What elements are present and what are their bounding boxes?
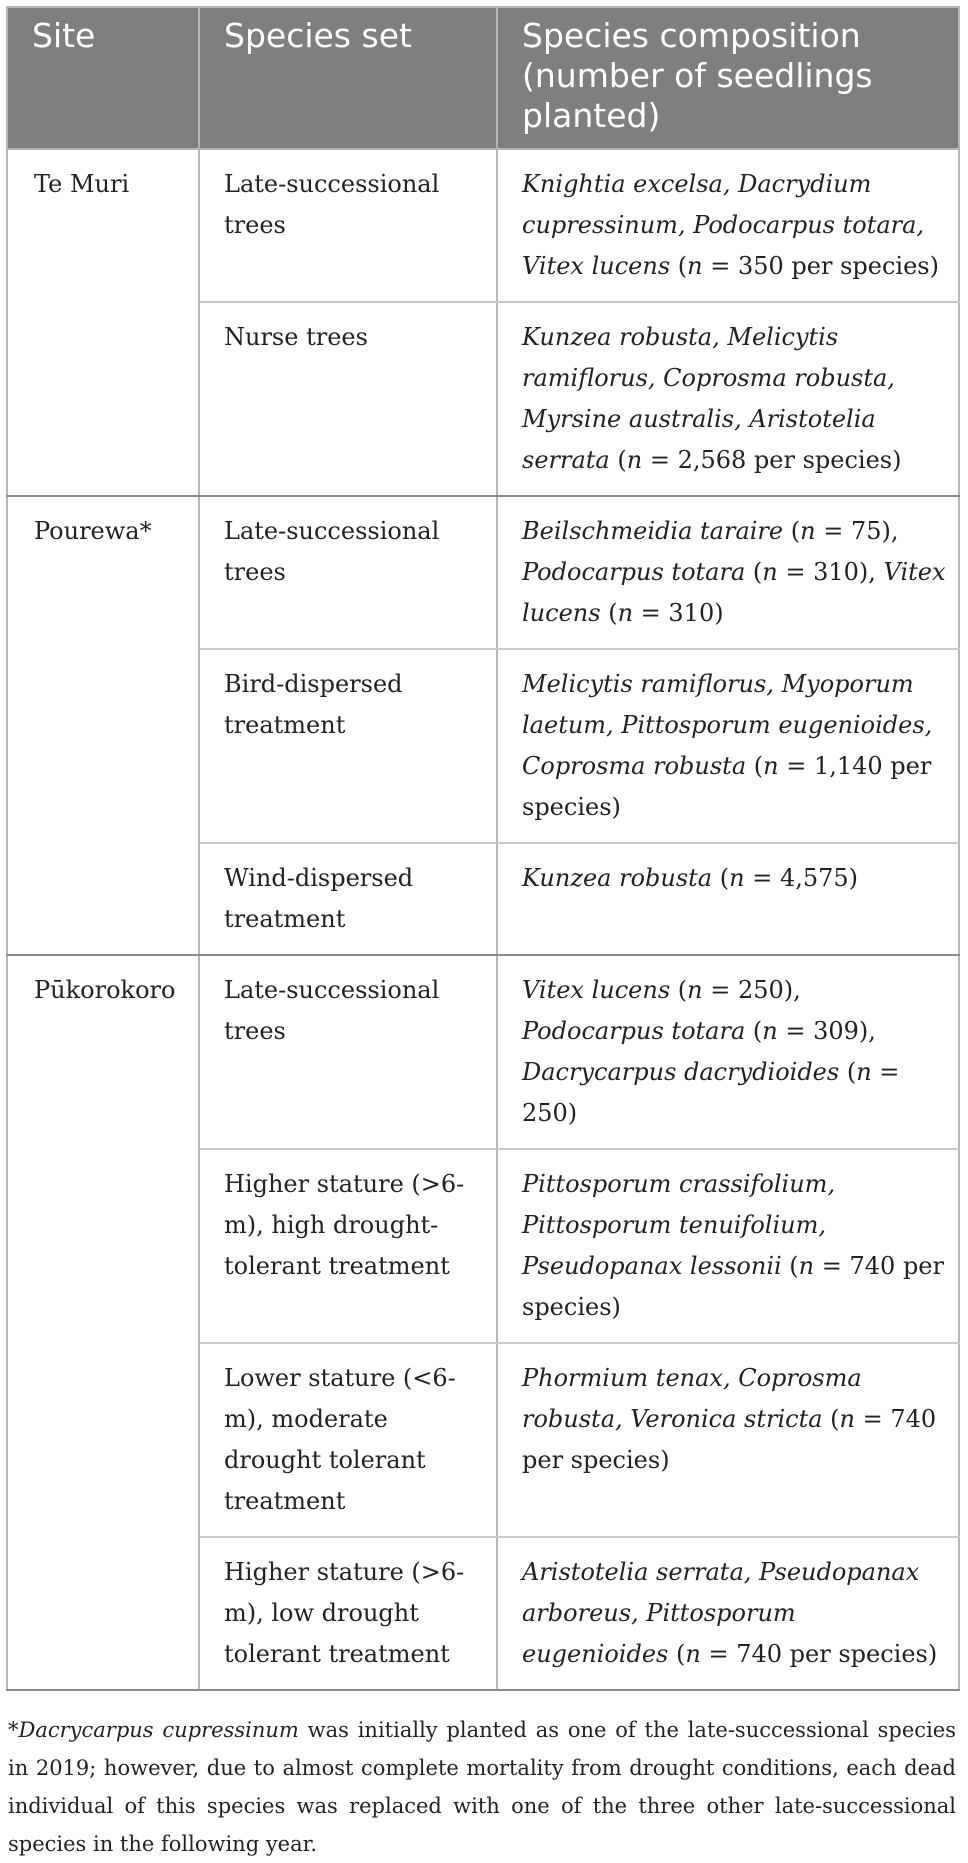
text-run: (: [783, 517, 801, 545]
text-run: (: [670, 976, 688, 1004]
text-run: = 310): [633, 599, 724, 627]
species-composition-cell: [497, 1537, 959, 1690]
italic-text: n: [800, 517, 816, 545]
site-cell: Pūkorokoro: [7, 955, 199, 1690]
species-set-cell: Wind-dispersed treatment: [199, 843, 497, 955]
text-run: (: [745, 558, 763, 586]
italic-text: n: [617, 599, 634, 627]
italic-text: Pittosporum crassifolium, Pittosporum tenuifolium, Pseudopanax lessonii: [522, 1170, 836, 1280]
text-run: = 350 per species): [702, 252, 939, 280]
species-composition-cell: [497, 1149, 959, 1343]
species-set-cell: Late-successional trees: [199, 149, 497, 302]
italic-text: n: [729, 864, 745, 892]
site-cell: Te Muri: [7, 149, 199, 496]
text-run: = 75),: [815, 517, 899, 545]
species-set-cell: Higher stature (>6-m), high drought-tolerant treatment: [199, 1149, 497, 1343]
species-composition-cell: [497, 302, 959, 496]
table-row: [7, 149, 959, 302]
text-run: = 4,575): [744, 864, 859, 892]
italic-text: Melicytis ramiflorus, Myoporum laetum, Pittosporum eugenioides, Coprosma robusta: [522, 670, 933, 780]
header-species-set: Species set: [199, 7, 497, 149]
text-run: (: [712, 864, 730, 892]
italic-text: Vitex lucens: [522, 976, 671, 1004]
italic-text: n: [763, 752, 779, 780]
italic-text: n: [839, 1405, 856, 1433]
italic-text: n: [856, 1058, 872, 1086]
italic-text: Aristotelia serrata, Pseudopanax arboreus, Pittosporum eugenioides: [522, 1558, 920, 1668]
text-run: = 250),: [702, 976, 801, 1004]
italic-text: Beilschmeidia taraire: [522, 517, 784, 545]
table-body: [7, 149, 959, 1690]
species-composition-cell: [497, 149, 959, 302]
text-run: (: [670, 252, 688, 280]
italic-text: Kunzea robusta, Melicytis ramiflorus, Coprosma robusta, Myrsine australis, Aristotelia serrata: [522, 323, 895, 474]
text-run: was initially planted as one of the late-successional species in 2019; however, due to almost complete mortality from drought conditions, each dead individual of this species was replaced with one of the three other late-successional species in the following year.: [8, 1718, 956, 1856]
table-row: [7, 496, 959, 649]
italic-text: Dacrycarpus dacrydioides: [522, 1058, 840, 1086]
site-cell: Pourewa*: [7, 496, 199, 955]
header-species-composition: Species composition (number of seedlings planted): [497, 7, 959, 149]
italic-text: Kunzea robusta: [522, 864, 713, 892]
text-run: = 309),: [777, 1017, 876, 1045]
text-run: (: [668, 1640, 686, 1668]
species-set-cell: Late-successional trees: [199, 955, 497, 1149]
species-table: [6, 6, 960, 1691]
species-set-cell: Bird-dispersed treatment: [199, 649, 497, 843]
text-run: (: [822, 1405, 840, 1433]
table-header-row: [7, 7, 959, 149]
document-page: [6, 6, 964, 1863]
text-run: (: [745, 1017, 763, 1045]
italic-text: n: [798, 1252, 815, 1280]
table-footnote: [8, 1711, 956, 1863]
species-set-cell: Higher stature (>6-m), low drought tolerant treatment: [199, 1537, 497, 1690]
text-run: = 310),: [777, 558, 884, 586]
text-run: = 1,140 per species): [522, 752, 932, 821]
italic-text: n: [685, 1640, 701, 1668]
text-run: = 2,568 per species): [642, 446, 902, 474]
species-set-cell: Lower stature (<6-m), moderate drought tolerant treatment: [199, 1343, 497, 1537]
text-run: = 250): [522, 1058, 900, 1127]
text-run: = 740 per species): [700, 1640, 938, 1668]
species-composition-cell: [497, 843, 959, 955]
italic-text: n: [687, 976, 703, 1004]
italic-text: Podocarpus totara: [522, 558, 746, 586]
italic-text: n: [626, 446, 643, 474]
species-composition-cell: [497, 1343, 959, 1537]
text-run: (: [609, 446, 627, 474]
italic-text: Knightia excelsa, Dacrydium cupressinum, Podocarpus totara, Vitex lucens: [522, 170, 925, 280]
text-run: (: [746, 752, 764, 780]
species-composition-cell: [497, 496, 959, 649]
italic-text: Podocarpus totara: [522, 1017, 746, 1045]
header-site: Site: [7, 7, 199, 149]
text-run: = 740 per species): [522, 1405, 937, 1474]
text-run: (: [600, 599, 618, 627]
italic-text: Dacrycarpus cupressinum: [18, 1718, 299, 1742]
text-run: = 740 per species): [522, 1252, 944, 1321]
text-run: *: [8, 1718, 19, 1742]
italic-text: Vitex lucens: [522, 558, 946, 627]
italic-text: n: [687, 252, 703, 280]
italic-text: Phormium tenax, Coprosma robusta, Veronica stricta: [522, 1364, 862, 1433]
species-set-cell: Late-successional trees: [199, 496, 497, 649]
text-run: (: [781, 1252, 799, 1280]
table-row: [7, 955, 959, 1149]
species-set-cell: Nurse trees: [199, 302, 497, 496]
italic-text: n: [762, 1017, 778, 1045]
text-run: (: [839, 1058, 857, 1086]
species-composition-cell: [497, 649, 959, 843]
italic-text: n: [762, 558, 778, 586]
species-composition-cell: [497, 955, 959, 1149]
